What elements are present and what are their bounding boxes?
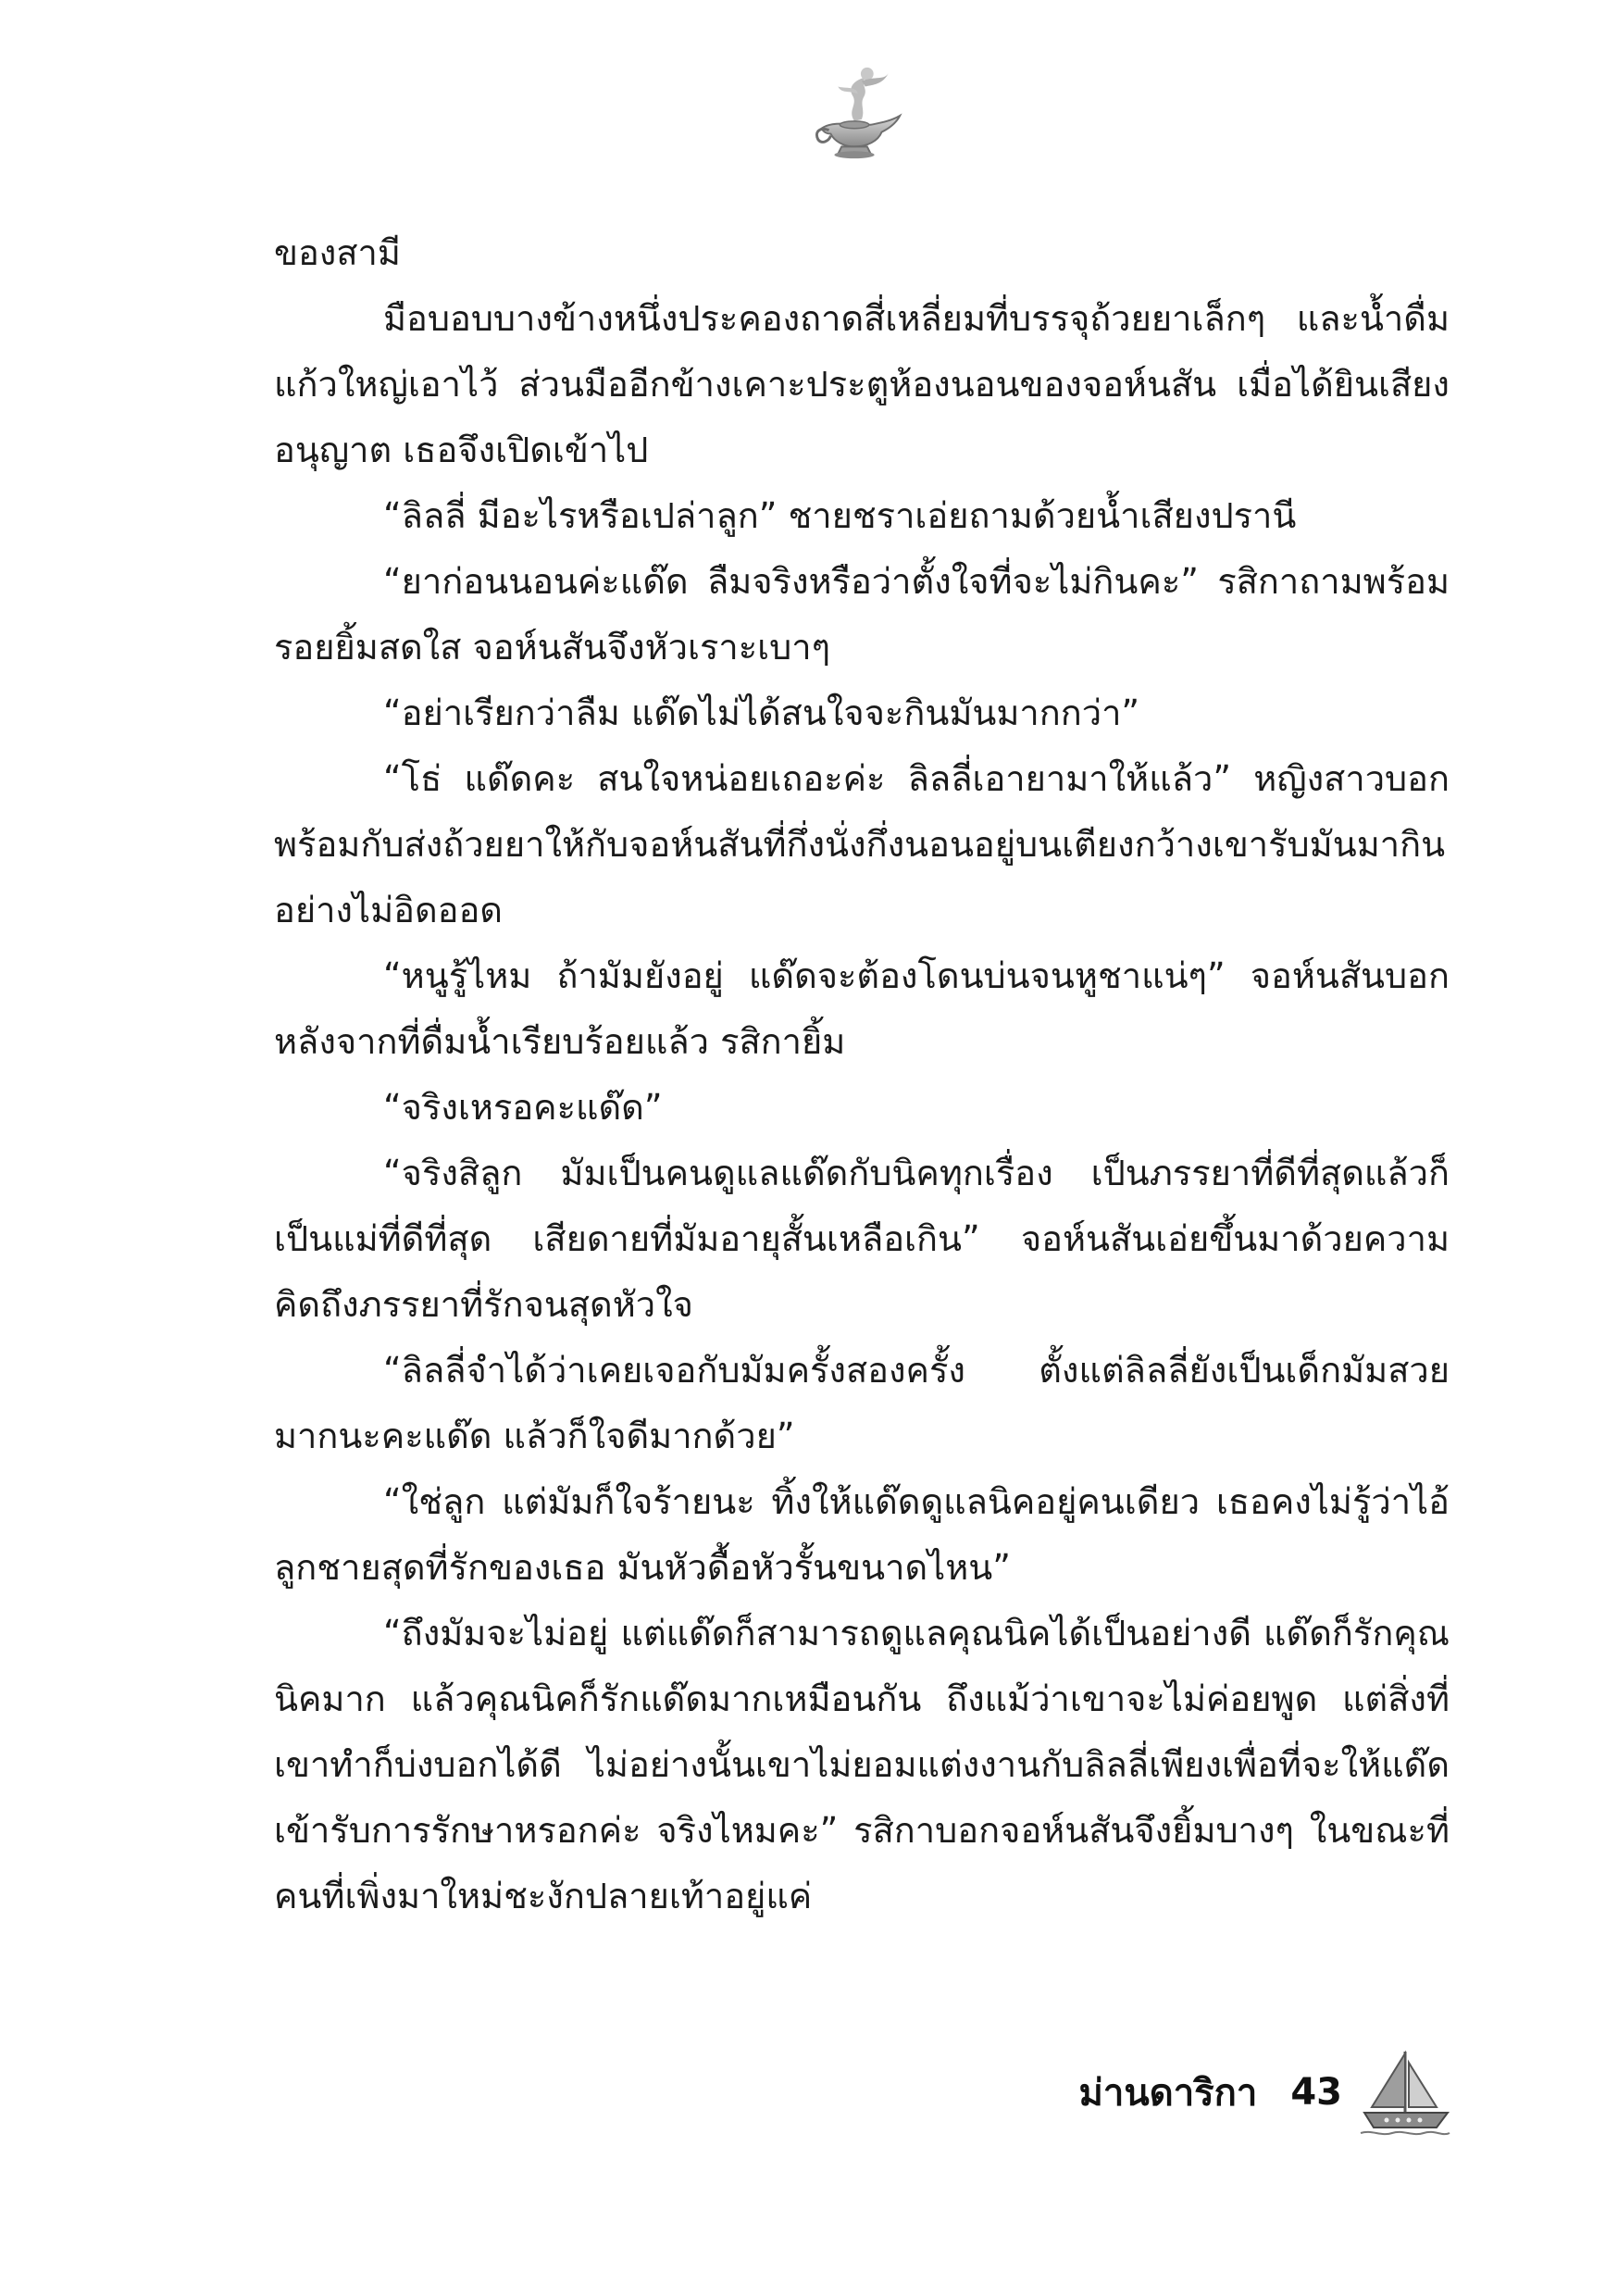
sailboat-icon xyxy=(1359,2046,1451,2139)
paragraph-5: “อย่าเรียกว่าลืม แด๊ดไม่ได้สนใจจะกินมันมากกว่า” xyxy=(383,693,1140,733)
paragraph-11: “ใช่ลูก แต่มัมก็ใจร้ายนะ ทิ้งให้แด๊ดดูแลนิคอยู่คนเดียว เธอคงไม่รู้ว่าไอ้ลูกชายสุดที่รักของเธอ มันหัวดื้อหัวรั้นขนาดไหน” xyxy=(274,1481,1450,1588)
paragraph-9: “จริงสิลูก มัมเป็นคนดูแลแด๊ดกับนิคทุกเรื่อง เป็นภรรยาที่ดีที่สุดแล้วก็เป็นแม่ที่ดีที่สุด เสียดายที่มัมอายุสั้นเหลือเกิน” จอห์นสันเอ่ยขึ้นมาด้วยความคิดถึงภรรยาที่รักจนสุดหัวใจ xyxy=(274,1153,1450,1325)
paragraph-4: “ยาก่อนนอนค่ะแด๊ด ลืมจริงหรือว่าตั้งใจที่จะไม่กินคะ” รสิกาถามพร้อมรอยยิ้มสดใส จอห์นสันจึงหัวเราะเบาๆ xyxy=(274,561,1450,668)
paragraph-2: มือบอบบางข้างหนึ่งประคองถาดสี่เหลี่ยมที่บรรจุถ้วยยาเล็กๆ และน้ำดื่มแก้วใหญ่เอาไว้ ส่วนมืออีกข้างเคาะประตูห้องนอนของจอห์นสัน เมื่อได้ยินเสียงอนุญาต เธอจึงเปิดเข้าไป xyxy=(274,298,1450,470)
paragraph-12: “ถึงมัมจะไม่อยู่ แต่แด๊ดก็สามารถดูแลคุณนิคได้เป็นอย่างดี แด๊ดก็รักคุณนิคมาก แล้วคุณนิคก็รักแด๊ดมากเหมือนกัน ถึงแม้ว่าเขาจะไม่ค่อยพูด แต่สิ่งที่เขาทำก็บ่งบอกได้ดี ไม่อย่างนั้นเขาไม่ยอมแต่งงานกับลิลลี่เพียงเพื่อที่จะให้แด๊ดเข้ารับการรักษาหรอกค่ะ จริงไหมคะ” รสิกาบอกจอห์นสันจึงยิ้มบางๆ ในขณะที่คนที่เพิ่งมาใหม่ชะงักปลายเท้าอยู่แค่ xyxy=(274,1613,1450,1916)
paragraph-8: “จริงเหรอคะแด๊ด” xyxy=(383,1087,663,1128)
body-text xyxy=(274,220,1450,1929)
paragraph-3: “ลิลลี่ มีอะไรหรือเปล่าลูก” ชายชราเอ่ยถามด้วยน้ำเสียงปรานี xyxy=(383,495,1297,536)
paragraph-1: ของสามี xyxy=(274,232,401,273)
page-number: 43 xyxy=(1290,2071,1342,2114)
book-title: ม่านดาริกา xyxy=(1078,2072,1258,2115)
paragraph-7: “หนูรู้ไหม ถ้ามัมยังอยู่ แด๊ดจะต้องโดนบ่นจนหูชาแน่ๆ” จอห์นสันบอกหลังจากที่ดื่มน้ำเรียบร้อยแล้ว รสิกายิ้ม xyxy=(274,955,1450,1062)
page-footer xyxy=(1079,2041,1451,2143)
paragraph-10: “ลิลลี่จำได้ว่าเคยเจอกับมัมครั้งสองครั้ง ตั้งแต่ลิลลี่ยังเป็นเด็กมัมสวยมากนะคะแด๊ด แล้วก็ใจดีมากด้วย” xyxy=(274,1350,1450,1456)
paragraph-6: “โธ่ แด๊ดคะ สนใจหน่อยเถอะค่ะ ลิลลี่เอายามาให้แล้ว” หญิงสาวบอกพร้อมกับส่งถ้วยยาให้กับจอห์นสันที่กึ่งนั่งกึ่งนอนอยู่บนเตียงกว้างเขารับมันมากินอย่างไม่อิดออด xyxy=(274,758,1450,930)
genie-lamp-icon xyxy=(802,57,911,167)
